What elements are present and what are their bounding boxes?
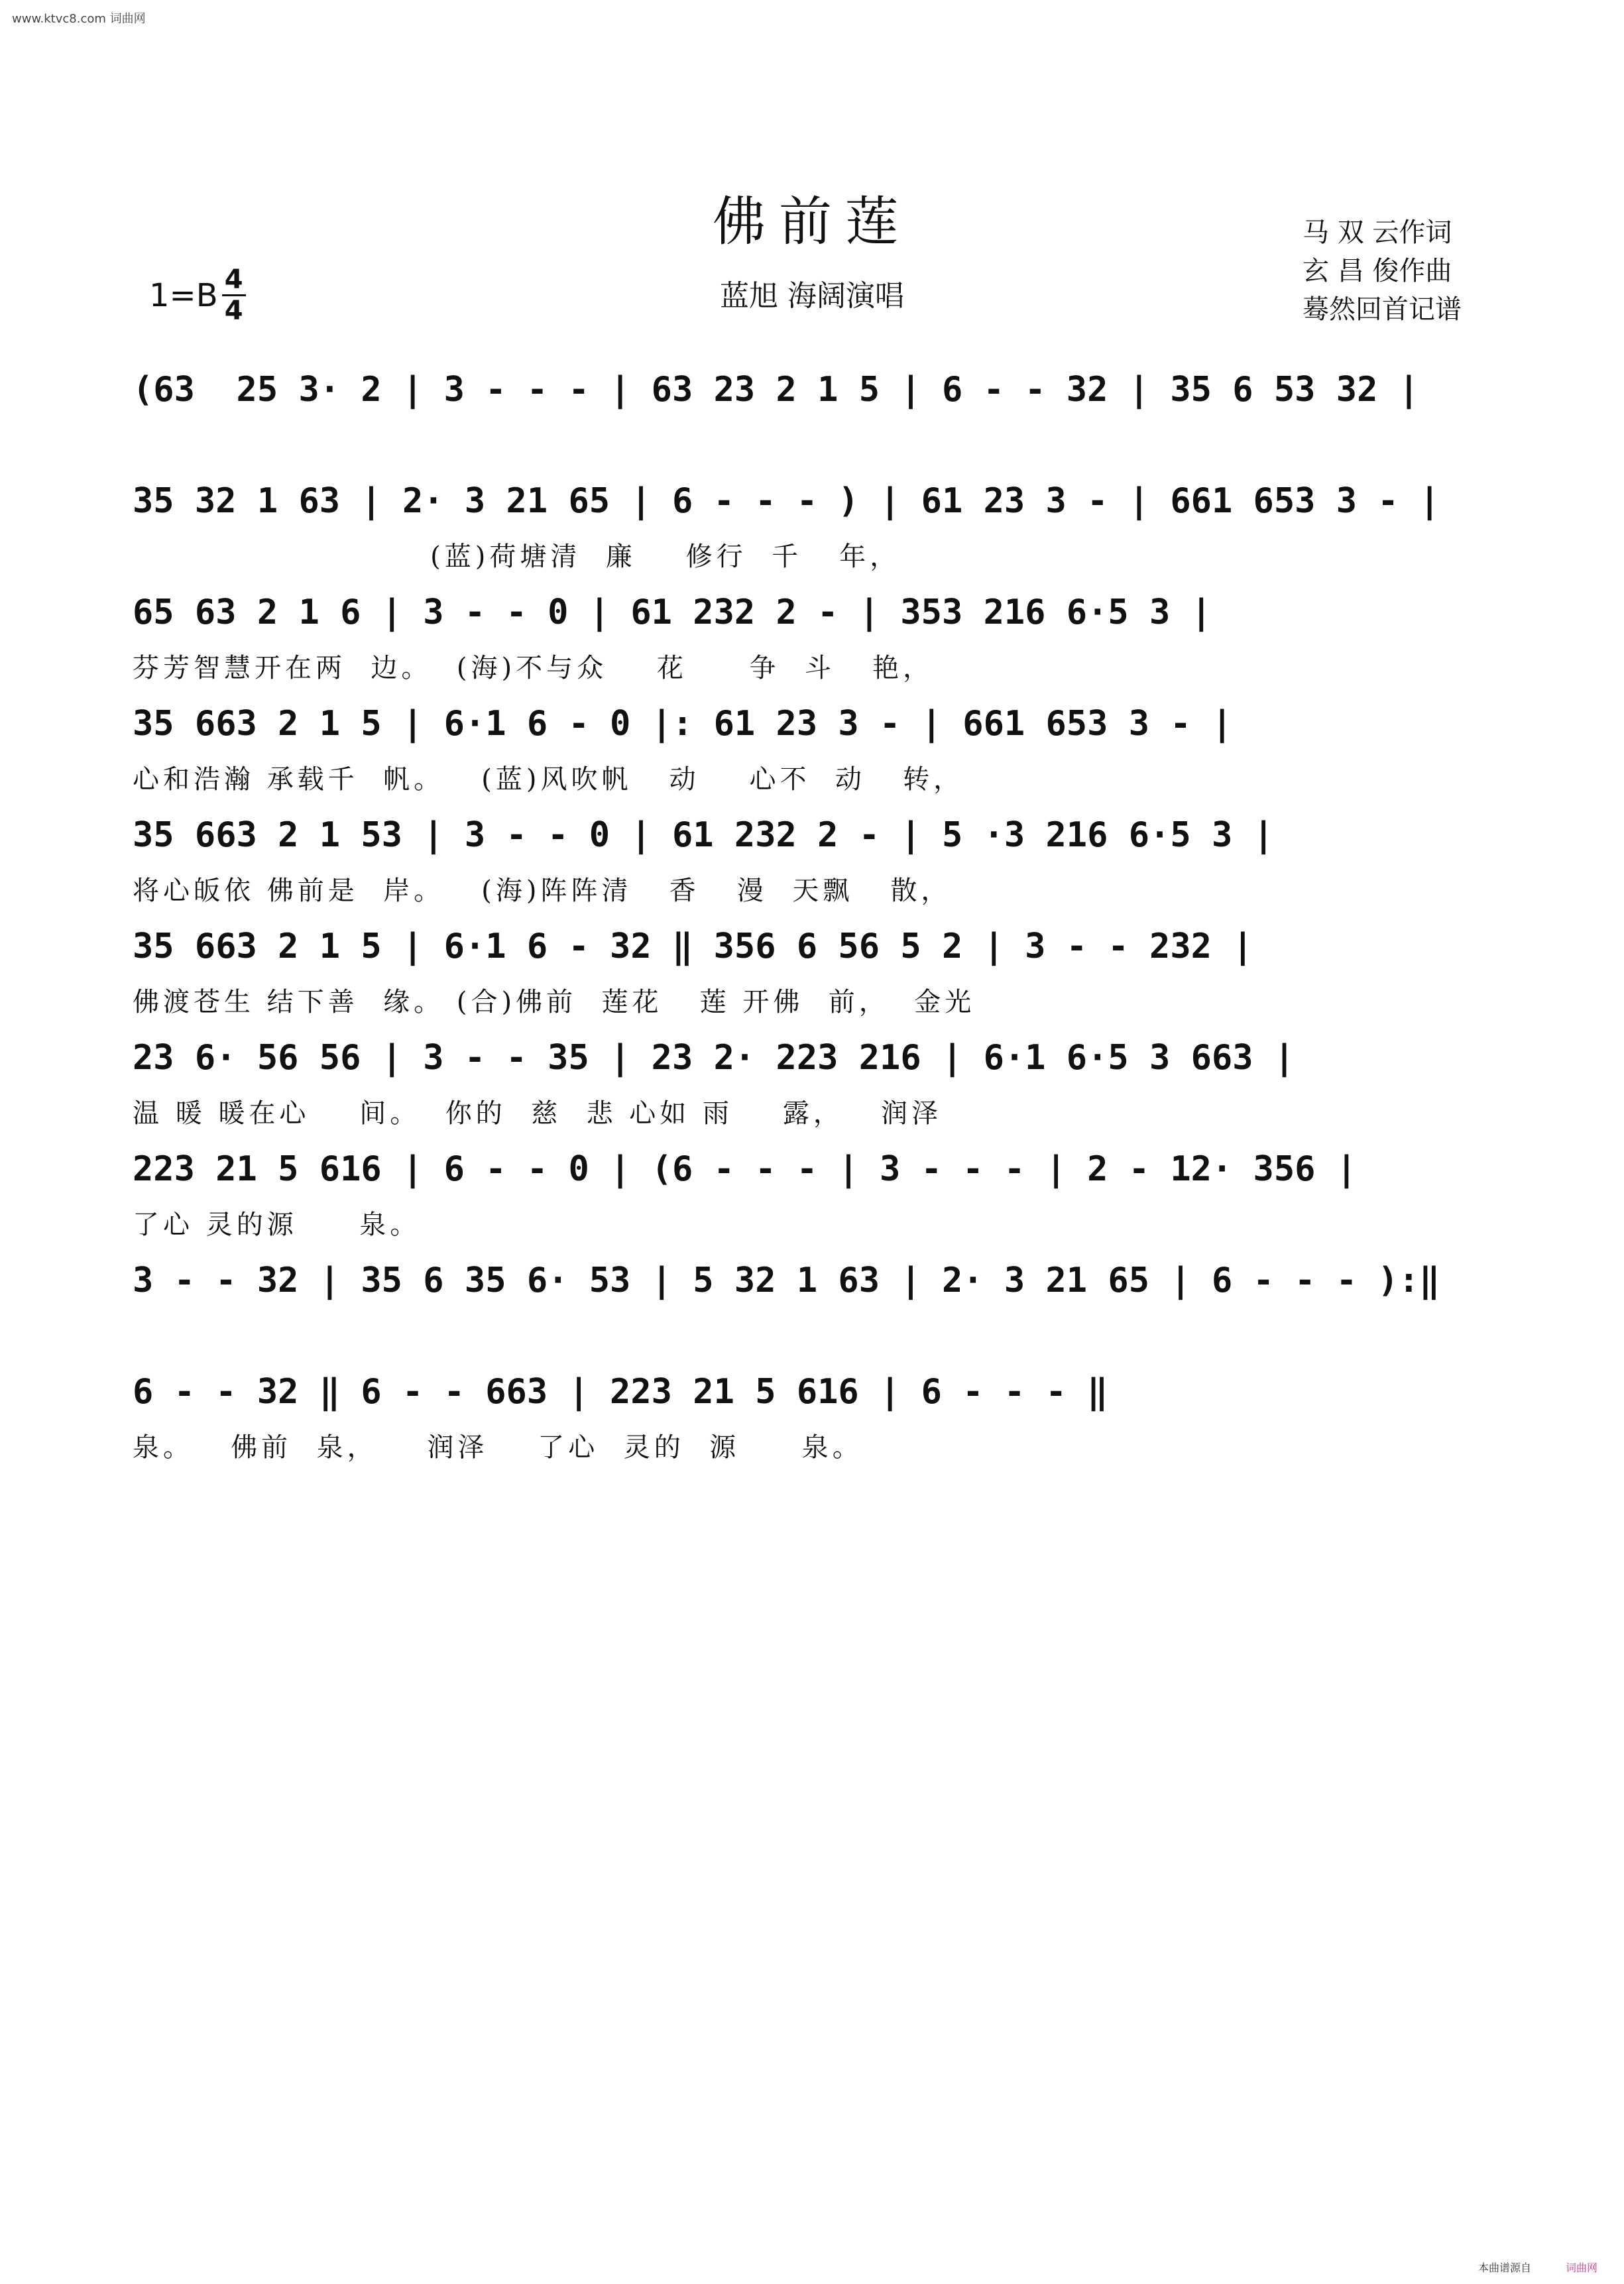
credits xyxy=(1303,213,1462,329)
lyric-line: 将心皈依 佛前是 岸。 (海)阵阵清 香 漫 天飘 散， xyxy=(133,876,952,906)
lyric-line: 芬芳智慧开在两 边。 (海)不与众 花 争 斗 艳， xyxy=(133,653,934,683)
score-row xyxy=(133,803,1491,915)
credit-transcriber: 蓦然回首记谱 xyxy=(1303,294,1462,325)
notation-line: 35 663 2 1 5 | 6·1 6 - 0 |: 61 23 3 - | 661 653 3 - | xyxy=(133,704,1233,744)
time-signature xyxy=(222,265,246,325)
lyric-line: 温 暖 暖在心 间。 你的 慈 悲 心如 雨 露， 润泽 xyxy=(133,1098,943,1129)
singers: 蓝旭 海阔演唱 xyxy=(720,279,904,313)
lyric-line xyxy=(133,422,1491,469)
lyric-line xyxy=(133,1312,1491,1360)
lyric-line: (蓝)荷塘清 廉 修行 千 年， xyxy=(133,542,901,572)
score-row xyxy=(133,1137,1491,1249)
notation-line: 65 63 2 1 6 | 3 - - 0 | 61 232 2 - | 353 216 6·5 3 | xyxy=(133,593,1212,632)
score-row xyxy=(133,1026,1491,1137)
score-row xyxy=(133,581,1491,692)
notation-line: 23 6· 56 56 | 3 - - 35 | 23 2· 223 216 | 6·1 6·5 3 663 | xyxy=(133,1038,1295,1078)
time-sig-top: 4 xyxy=(222,265,246,296)
key-signature xyxy=(149,265,246,325)
lyric-line: 泉。 佛前 泉， 润泽 了心 灵的 源 泉。 xyxy=(133,1432,863,1463)
credit-composer: 玄 昌 俊作曲 xyxy=(1303,256,1452,286)
side-watermark-left xyxy=(3,40,17,2257)
site-tag: www.ktvc8.com 词曲网 xyxy=(12,12,146,26)
score-row xyxy=(133,692,1491,803)
score-row xyxy=(133,915,1491,1026)
song-title: 佛前莲 xyxy=(713,191,911,253)
lyric-line: 佛渡苍生 结下善 缘。 (合)佛前 莲花 莲 开佛 前， 金光 xyxy=(133,987,976,1017)
footer-source-text: 本曲谱源自 xyxy=(1478,2261,1531,2274)
lyric-line: 心和浩瀚 承载千 帆。 (蓝)风吹帆 动 心不 动 转， xyxy=(133,764,964,795)
footer-site-link[interactable]: 词曲网 xyxy=(1565,2261,1597,2274)
notation-line: 223 21 5 616 | 6 - - 0 | (6 - - - | 3 - - - | 2 - 12· 356 | xyxy=(133,1149,1358,1189)
notation-line: 35 663 2 1 53 | 3 - - 0 | 61 232 2 - | 5 ·3 216 6·5 3 | xyxy=(133,815,1274,855)
time-sig-bottom: 4 xyxy=(224,296,243,326)
score-row xyxy=(133,1249,1491,1360)
key-label: 1=B xyxy=(149,276,218,314)
lyric-line: 了心 灵的源 泉。 xyxy=(133,1210,421,1240)
notation-line: 6 - - 32 ‖ 6 - - 663 | 223 21 5 616 | 6 - - - ‖ xyxy=(133,1372,1108,1412)
notation-line: (63 25 3· 2 | 3 - - - | 63 23 2 1 5 | 6 - - 32 | 35 6 53 32 | xyxy=(133,370,1420,410)
side-watermark-right xyxy=(1607,40,1621,2257)
score-row xyxy=(133,358,1491,469)
notation-line: 35 663 2 1 5 | 6·1 6 - 32 ‖ 356 6 56 5 2 | 3 - - 232 | xyxy=(133,927,1253,966)
score-row xyxy=(133,1360,1491,1471)
credit-lyricist: 马 双 云作词 xyxy=(1303,217,1452,248)
notation-line: 35 32 1 63 | 2· 3 21 65 | 6 - - - ) | 61 23 3 - | 661 653 3 - | xyxy=(133,481,1440,521)
notation-line: 3 - - 32 | 35 6 35 6· 53 | 5 32 1 63 | 2· 3 21 65 | 6 - - - ):‖ xyxy=(133,1261,1440,1300)
score-row xyxy=(133,469,1491,581)
score-rows xyxy=(133,358,1491,1471)
